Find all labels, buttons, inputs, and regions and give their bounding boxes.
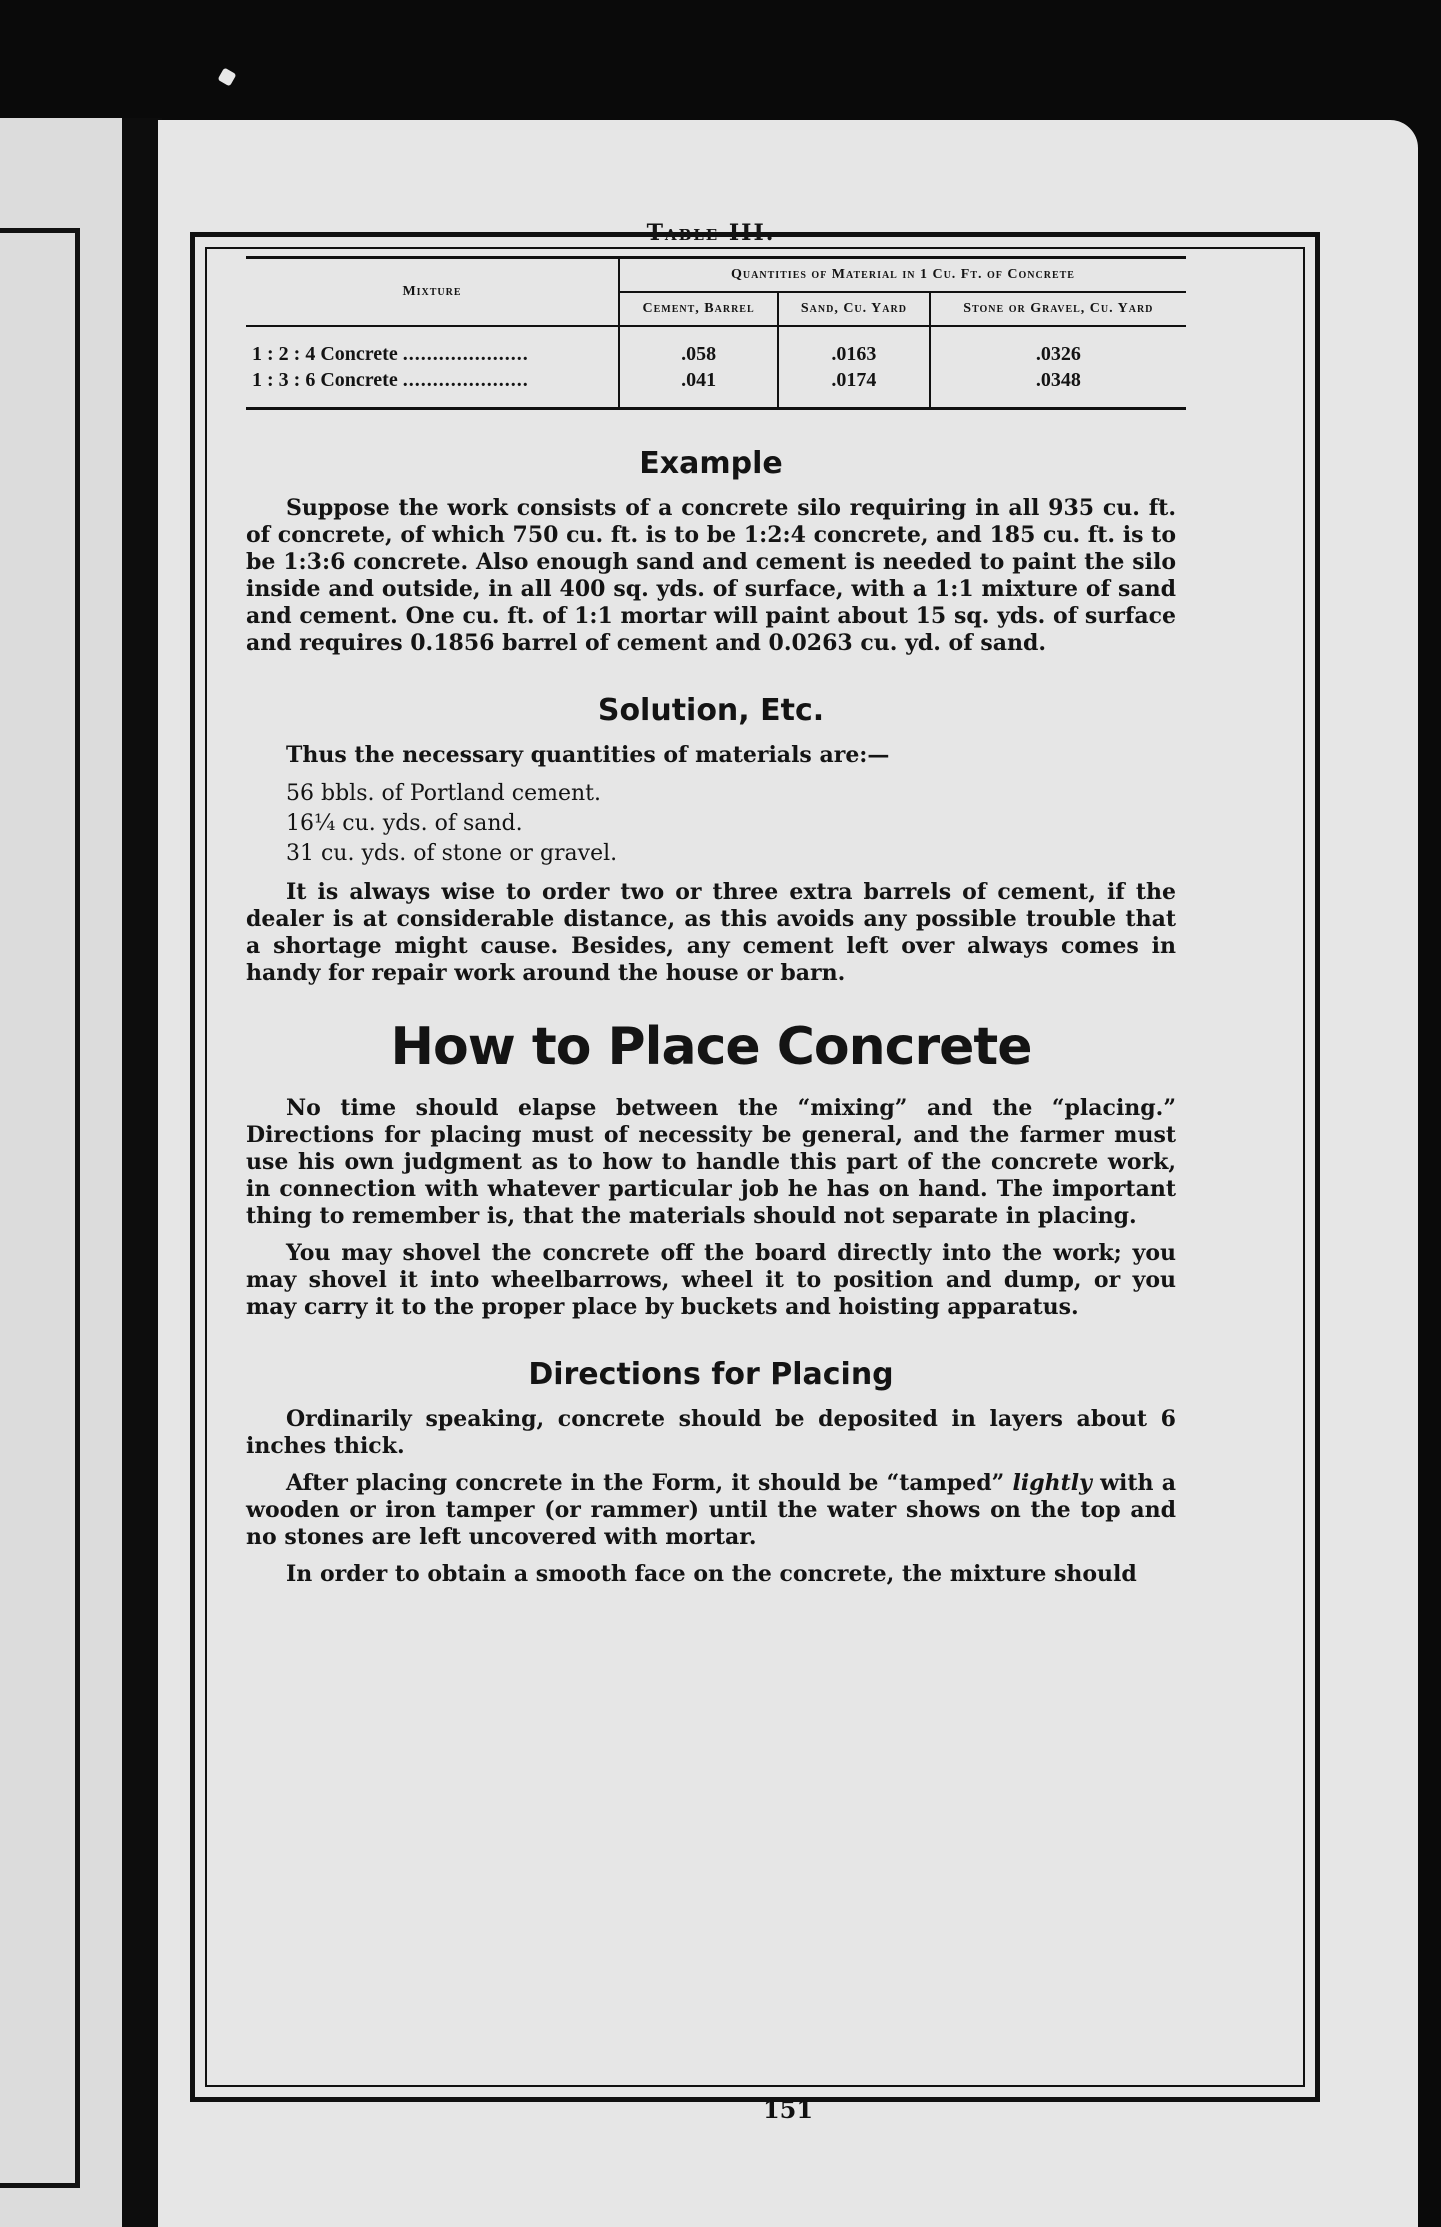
- placing-paragraph-2: You may shovel the concrete off the board directly into the work; you may shovel it into wheelbarrows, wheel it to position and dump, or you may carry it to the proper place by buckets and hoisting apparatus.: [246, 1240, 1176, 1320]
- directions-p2-emphasis: lightly: [1012, 1470, 1092, 1496]
- cement-cell: [619, 326, 778, 409]
- example-paragraph: Suppose the work consists of a concrete silo requiring in all 935 cu. ft. of concrete, of which 750 cu. ft. is to be 1:2:4 concrete, and 185 cu. ft. is to be 1:3:6 concrete. Also enough sand and cement is needed to paint the silo inside and outside, in all 400 sq. yds. of surface, with a 1:1 mixture of sand and cement. One cu. ft. of 1:1 mortar will paint about 15 sq. yds. of surface and requires 0.1856 barrel of cement and 0.0263 cu. yd. of sand.: [246, 495, 1176, 656]
- directions-paragraph-3: In order to obtain a smooth face on the concrete, the mixture should: [286, 1561, 1137, 1587]
- directions-paragraph-2: [246, 1470, 1176, 1551]
- col-header-cement: Cement, Barrel: [619, 292, 778, 326]
- solution-heading: Solution, Etc.: [597, 693, 825, 728]
- facing-page-border: [0, 228, 80, 2188]
- book-spine: [122, 118, 162, 2227]
- directions-paragraph-1: Ordinarily speaking, concrete should be deposited in layers about 6 inches thick.: [246, 1406, 1176, 1459]
- directions-heading: Directions for Placing: [528, 1357, 894, 1392]
- table-row: [246, 326, 1186, 409]
- stone-value: .0348: [1035, 369, 1081, 391]
- placing-paragraph-1: No time should elapse between the “mixing” and the “placing.” Directions for placing must of necessity be general, and the farmer must use his own judgment as to how to handle this part of the concrete work, in connection with whatever particular job he has on hand. The important thing to remember is, that the materials should not separate in placing.: [246, 1095, 1176, 1229]
- book-page: [158, 120, 1418, 2227]
- mixture-label: 1 : 2 : 4 Concrete: [252, 343, 398, 365]
- materials-table: [246, 256, 1186, 410]
- page-content: [246, 220, 1176, 1598]
- sand-value: .0163: [831, 343, 877, 365]
- mixture-label: 1 : 3 : 6 Concrete: [252, 369, 398, 391]
- col-header-group: Quantities of Material in 1 Cu. Ft. of Concrete: [619, 258, 1186, 293]
- example-heading: Example: [639, 446, 783, 481]
- sand-value: .0174: [831, 369, 877, 391]
- table-title: Table III.: [646, 220, 776, 246]
- col-header-stone: Stone or Gravel, Cu. Yard: [930, 292, 1186, 326]
- directions-p2-end: with a wooden or iron tamper (or rammer) until the water shows on the top and no stones are left uncovered with mortar.: [246, 1470, 1176, 1550]
- cement-value: .058: [681, 343, 717, 365]
- list-item: 16¼ cu. yds. of sand.: [286, 811, 523, 836]
- cement-value: .041: [681, 369, 717, 391]
- sand-cell: [778, 326, 929, 409]
- list-item: 31 cu. yds. of stone or gravel.: [286, 841, 618, 866]
- solution-intro: Thus the necessary quantities of materials are:—: [286, 742, 890, 768]
- page-number: 151: [762, 2095, 814, 2124]
- directions-p2-start: After placing concrete in the Form, it should be “tamped”: [286, 1470, 1005, 1496]
- scan-speck: [217, 67, 236, 86]
- mixture-cell: 1 : 2 : 4 Concrete ..................... 1 : 3 : 6 Concrete .....................: [252, 343, 529, 391]
- facing-page: [0, 118, 122, 2227]
- stone-cell: [930, 326, 1186, 409]
- col-header-sand: Sand, Cu. Yard: [778, 292, 929, 326]
- quantities-list: [286, 779, 1176, 869]
- section-title: How to Place Concrete: [390, 1017, 1032, 1077]
- solution-paragraph: It is always wise to order two or three extra barrels of cement, if the dealer is at considerable distance, as this avoids any possible trouble that a shortage might cause. Besides, any cement left over always comes in handy for repair work around the house or barn.: [246, 879, 1176, 986]
- stone-value: .0326: [1035, 343, 1081, 365]
- col-header-mixture: Mixture: [246, 258, 619, 327]
- list-item: 56 bbls. of Portland cement.: [286, 781, 601, 806]
